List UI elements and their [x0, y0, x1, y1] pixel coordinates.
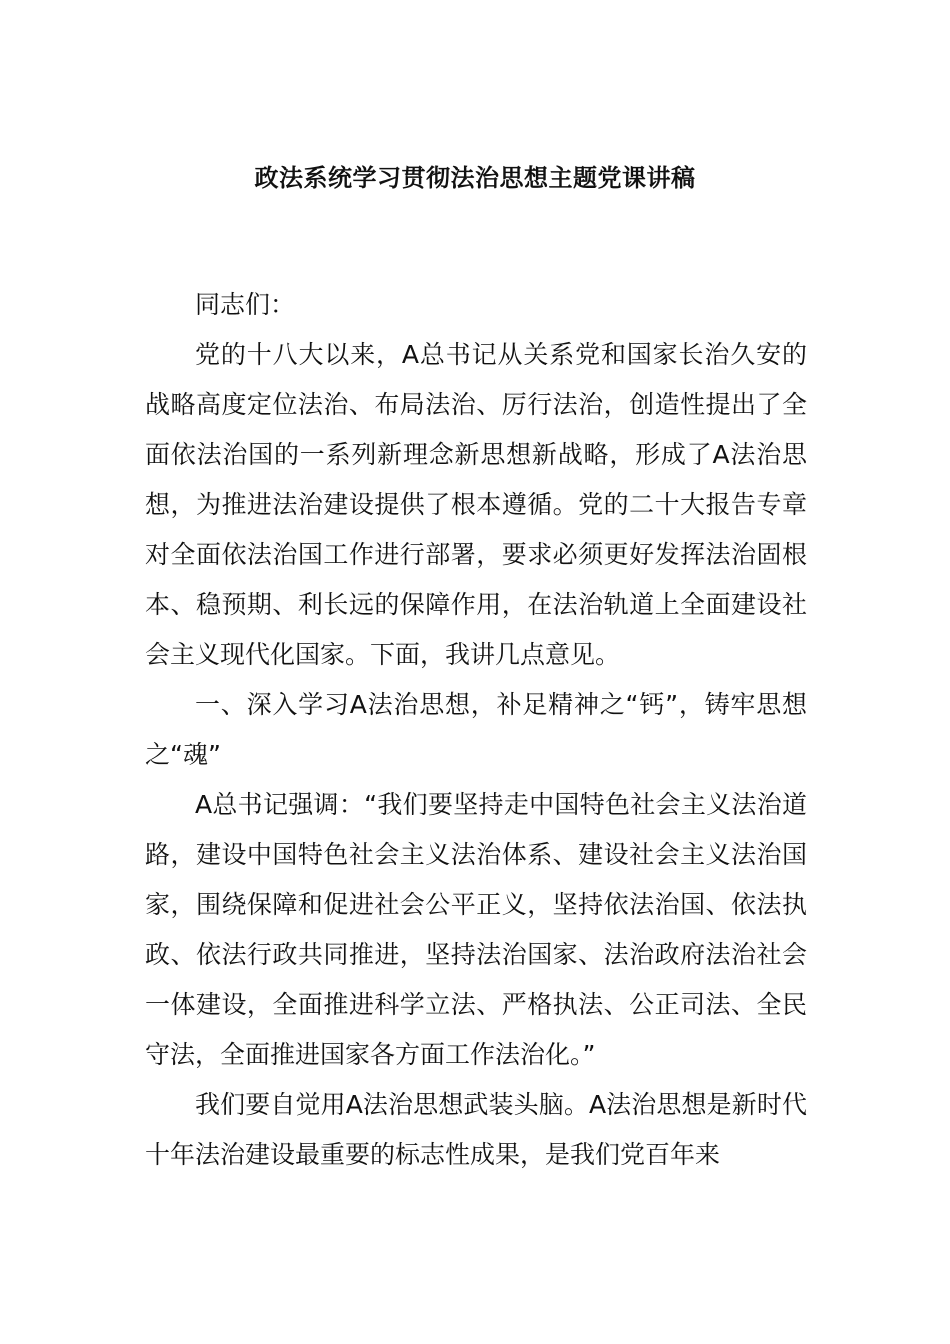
document-title: 政法系统学习贯彻法治思想主题党课讲稿: [254, 164, 696, 192]
intro-paragraph: 党的十八大以来，A总书记从关系党和国家长治久安的战略高度定位法治、布局法治、厉行法治，创造性提出了全面依法治国的一系列新理念新思想新战略，形成了A法治思想，为推进法治建设提供了根本遵循。党的二十大报告专章对全面依法治国工作进行部署，要求必须更好发挥法治固根本、稳预期、利长远的保障作用，在法治轨道上全面建设社会主义现代化国家。下面，我讲几点意见。: [145, 340, 807, 669]
salutation-paragraph: 同志们：: [195, 290, 296, 319]
document-body: [145, 280, 807, 1180]
quote-paragraph: A总书记强调：“我们要坚持走中国特色社会主义法治道路，建设中国特色社会主义法治体系、建设社会主义法治国家，围绕保障和促进社会公平正义，坚持依法治国、依法执政、依法行政共同推进，坚持法治国家、法治政府法治社会一体建设，全面推进科学立法、严格执法、公正司法、全民守法，全面推进国家各方面工作法治化。”: [145, 790, 807, 1069]
body-paragraph: 我们要自觉用A法治思想武装头脑。A法治思想是新时代十年法治建设最重要的标志性成果，是我们党百年来: [145, 1090, 807, 1169]
section-heading-paragraph: 一、深入学习A法治思想，补足精神之“钙”，铸牢思想之“魂”: [145, 690, 807, 769]
